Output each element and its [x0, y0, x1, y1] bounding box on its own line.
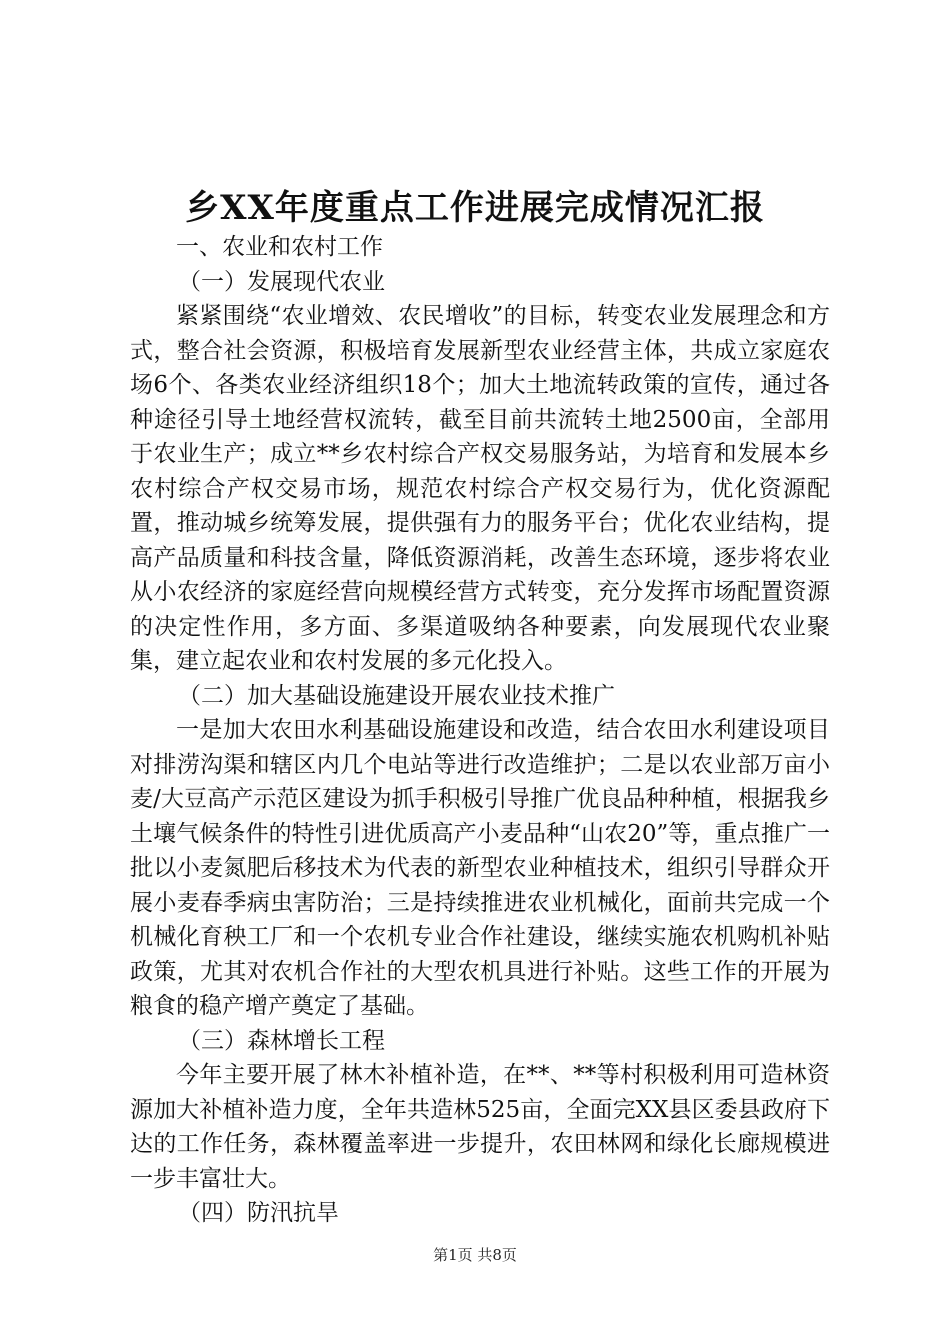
paragraph-forest: 今年主要开展了林木补植补造，在**、**等村积极利用可造林资源加大补植补造力度，全年共造林525亩，全面完XX县区委县政府下达的工作任务，森林覆盖率进一步提升，农田林网和绿化长廊规模进一步丰富壮大。 [130, 1062, 830, 1192]
document-title: 乡XX年度重点工作进展完成情况汇报 [185, 188, 765, 228]
document-body [130, 230, 830, 1231]
section-heading-agriculture: 一、农业和农村工作 [176, 234, 383, 260]
paragraph-modern-agriculture: 紧紧围绕“农业增效、农民增收”的目标，转变农业发展理念和方式，整合社会资源，积极培育发展新型农业经营主体，共成立家庭农场6个、各类农业经济组织18个；加大土地流转政策的宣传，通过各种途径引导土地经营权流转，截至目前共流转土地2500亩，全部用于农业生产；成立**乡农村综合产权交易服务站，为培育和发展本乡农村综合产权交易市场，规范农村综合产权交易行为，优化资源配置，推动城乡统筹发展，提供强有力的服务平台；优化农业结构，提高产品质量和科技含量，降低资源消耗，改善生态环境，逐步将农业从小农经济的家庭经营向规模经营方式转变，充分发挥市场配置资源的决定性作用，多方面、多渠道吸纳各种要素，向发展现代农业聚集，建立起农业和农村发展的多元化投入。 [130, 303, 830, 674]
subsection-heading-forest: （三）森林增长工程 [178, 1027, 385, 1054]
subsection-heading-infrastructure: （二）加大基础设施建设开展农业技术推广 [178, 682, 615, 709]
subsection-heading-flood-drought: （四）防汛抗旱 [178, 1200, 339, 1226]
subsection-heading-modern-agriculture: （一）发展现代农业 [178, 268, 385, 295]
paragraph-infrastructure: 一是加大农田水利基础设施建设和改造，结合农田水利建设项目对排涝沟渠和辖区内几个电站等进行改造维护；二是以农业部万亩小麦/大豆高产示范区建设为抓手积极引导推广优良品种种植，根据我乡土壤气候条件的特性引进优质高产小麦品种“山农20”等，重点推广一批以小麦氮肥后移技术为代表的新型农业种植技术，组织引导群众开展小麦春季病虫害防治；三是持续推进农业机械化，面前共完成一个机械化育秧工厂和一个农机专业合作社建设，继续实施农机购机补贴政策，尤其对农机合作社的大型农机具进行补贴。这些工作的开展为粮食的稳产增产奠定了基础。 [130, 717, 830, 1019]
page-number-footer: 第1页 共8页 [433, 1246, 517, 1264]
